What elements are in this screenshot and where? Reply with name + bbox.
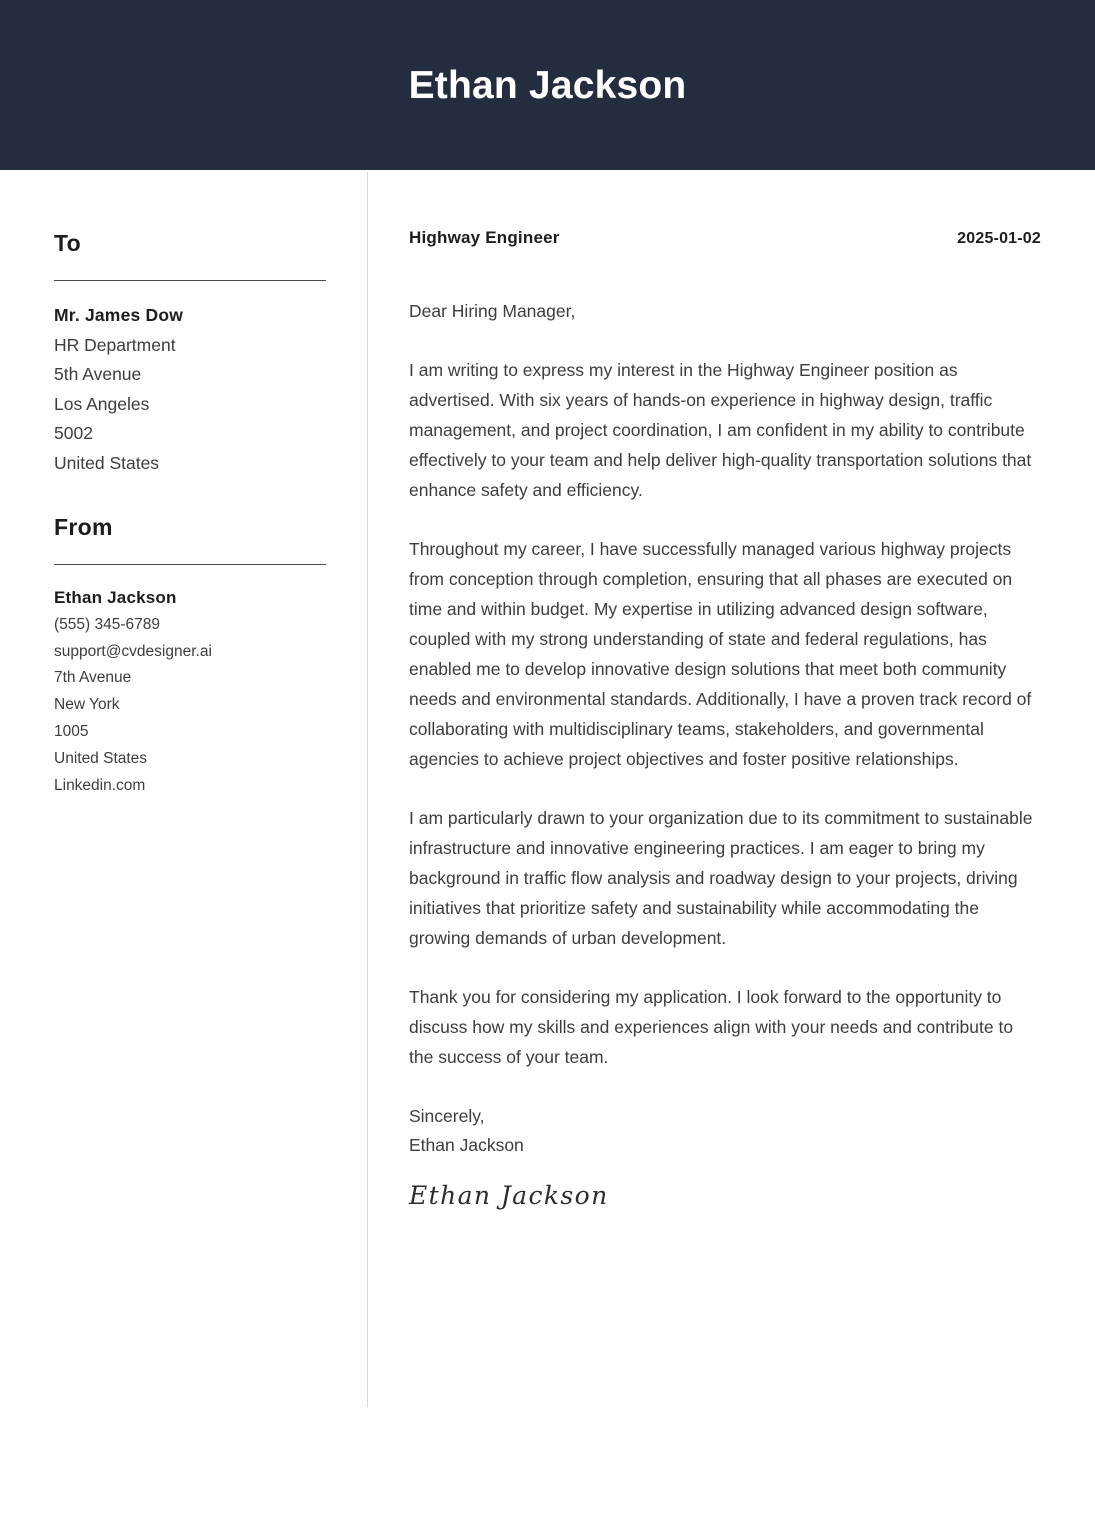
page-title: Ethan Jackson bbox=[408, 63, 687, 107]
letter-paragraph: I am particularly drawn to your organization due to its commitment to sustainable infrastructure and innovative engineering practices. I am eager to bring my background in traffic flow analysis and roadway design to your projects, driving initiatives that prioritize safety and sustainability while accommodating the growing demands of urban development. bbox=[409, 808, 1033, 948]
recipient-section bbox=[54, 230, 326, 478]
recipient-name: Mr. James Dow bbox=[54, 305, 184, 325]
sender-city: New York bbox=[54, 696, 120, 714]
from-divider bbox=[54, 564, 326, 565]
sender-linkedin: Linkedin.com bbox=[54, 776, 146, 794]
letter-content bbox=[409, 170, 1041, 1210]
letter-header-row bbox=[409, 228, 1041, 248]
sidebar bbox=[54, 170, 326, 799]
sender-phone: (555) 345-6789 bbox=[54, 615, 160, 633]
sender-street: 7th Avenue bbox=[54, 669, 132, 687]
recipient-city: Los Angeles bbox=[54, 393, 150, 414]
letter-paragraph: Throughout my career, I have successfully managed various highway projects from conception through completion, ensuring that all phases are executed on time and within budget. My expertise in utilizing advanced design software, coupled with my strong understanding of state and federal regulations, has enabled me to develop innovative design solutions that meet both community needs and environmental standards. Additionally, I have a proven track record of collaborating with multidisciplinary teams, stakeholders, and governmental agencies to achieve project objectives and foster positive relationships. bbox=[409, 539, 1032, 769]
job-title: Highway Engineer bbox=[409, 228, 560, 247]
sender-section bbox=[54, 514, 326, 799]
to-heading: To bbox=[54, 230, 81, 256]
column-divider bbox=[367, 172, 368, 1407]
sender-address-list bbox=[54, 585, 326, 799]
recipient-street: 5th Avenue bbox=[54, 364, 142, 384]
from-heading: From bbox=[54, 514, 113, 540]
salutation: Dear Hiring Manager, bbox=[409, 301, 576, 321]
sender-email: support@cvdesigner.ai bbox=[54, 642, 212, 660]
document-body bbox=[0, 170, 1095, 1536]
recipient-department: HR Department bbox=[54, 334, 176, 355]
closing-name: Ethan Jackson bbox=[409, 1135, 524, 1155]
sender-postal-code: 1005 bbox=[54, 722, 89, 740]
sender-country: United States bbox=[54, 749, 148, 767]
letter-paragraph: Thank you for considering my application. I look forward to the opportunity to discuss how my skills and experiences align with your needs and contribute to the success of your team. bbox=[409, 987, 1014, 1067]
letter-paragraph: I am writing to express my interest in the Highway Engineer position as advertised. With six years of hands-on experience in highway design, traffic management, and project coordination, I am confident in my ability to contribute effectively to your team and help deliver high-quality transportation solutions that enhance safety and efficiency. bbox=[409, 360, 1032, 500]
sender-name: Ethan Jackson bbox=[54, 588, 177, 607]
letter-date: 2025-01-02 bbox=[957, 230, 1041, 247]
closing-phrase: Sincerely, bbox=[409, 1106, 485, 1126]
document-header bbox=[0, 0, 1095, 170]
letter-closing bbox=[409, 1102, 1041, 1160]
recipient-address-list bbox=[54, 301, 326, 478]
recipient-postal-code: 5002 bbox=[54, 423, 93, 443]
handwritten-signature: Ethan Jackson bbox=[409, 1181, 609, 1210]
to-divider bbox=[54, 280, 326, 281]
recipient-country: United States bbox=[54, 452, 160, 473]
